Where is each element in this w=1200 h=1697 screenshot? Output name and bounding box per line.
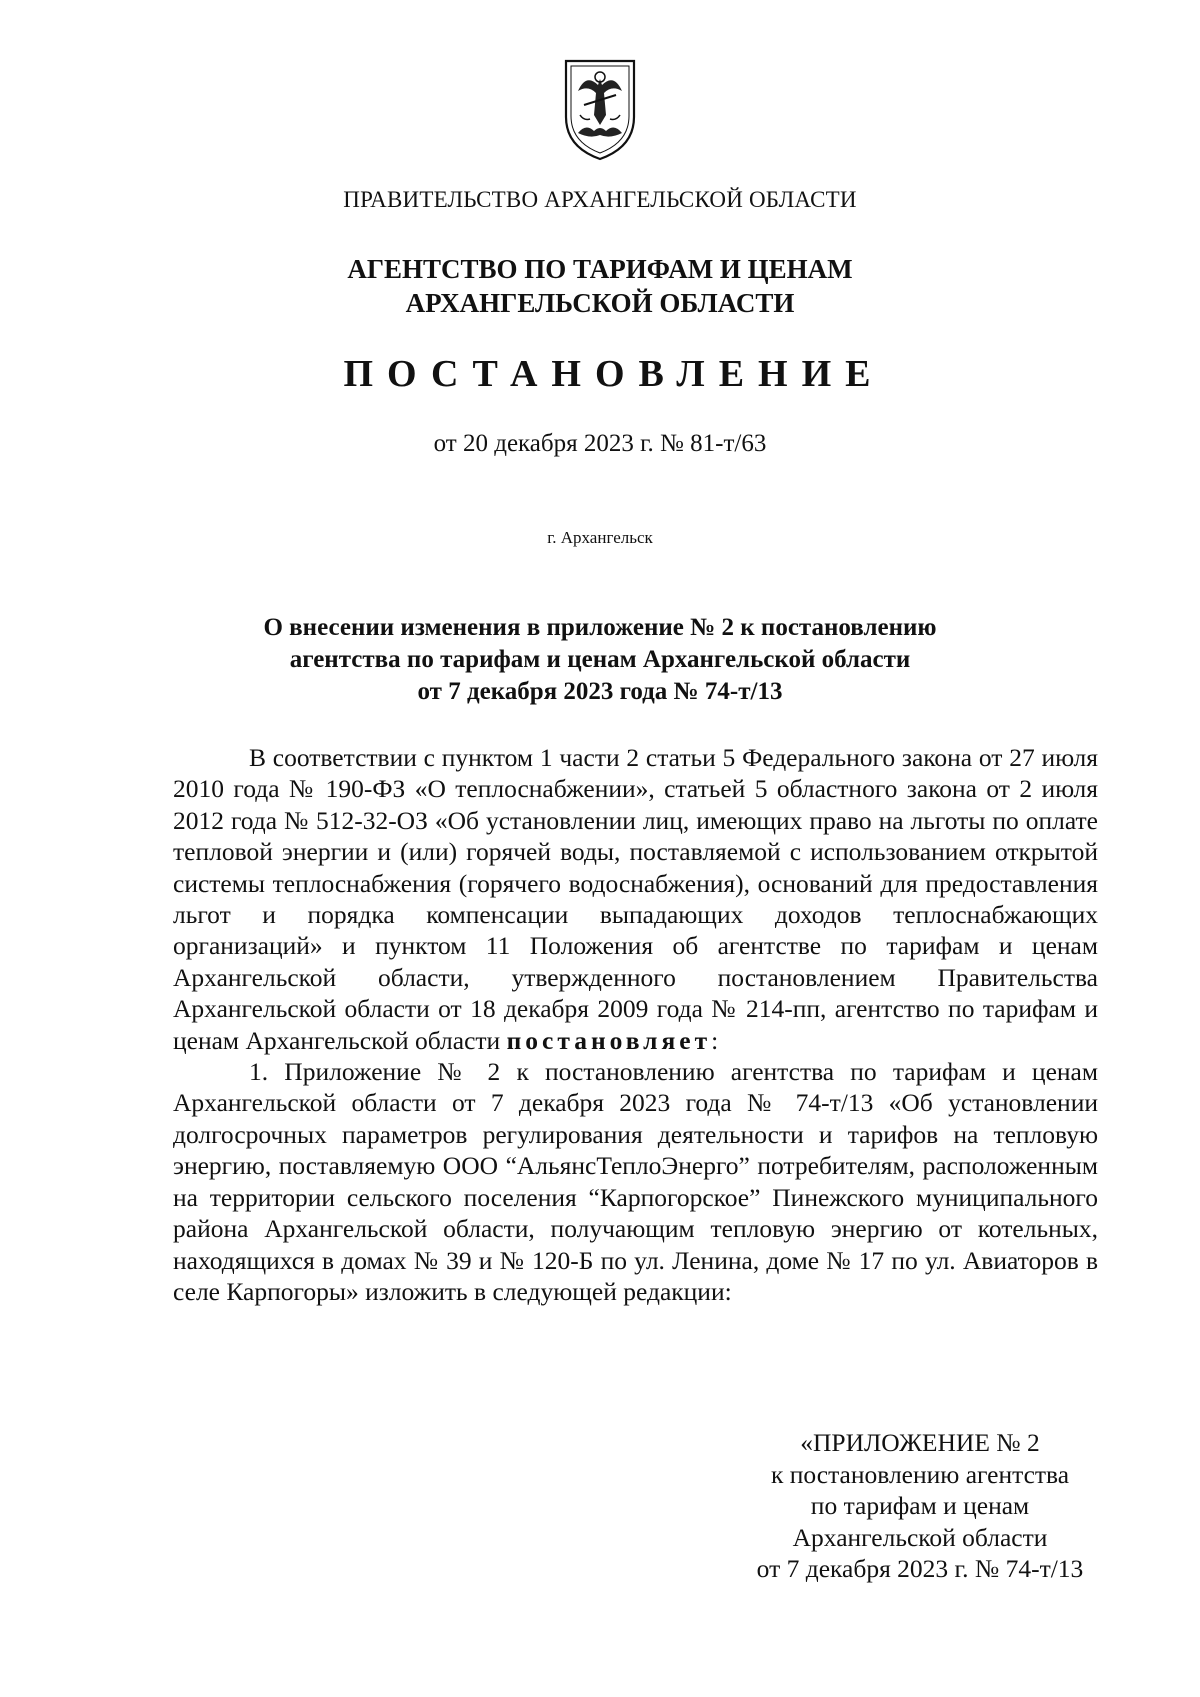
document-type: ПОСТАНОВЛЕНИЕ (343, 353, 885, 395)
appendix-line5: от 7 декабря 2023 г. № 74-т/13 (756, 1554, 1084, 1584)
government-name: ПРАВИТЕЛЬСТВО АРХАНГЕЛЬСКОЙ ОБЛАСТИ (343, 187, 857, 212)
appendix-line3: по тарифам и ценам (810, 1491, 1030, 1521)
preamble-paragraph (173, 742, 1098, 1056)
document-body (173, 742, 1098, 1307)
clause-1-paragraph: 1. Приложение № 2 к постановлению агентства по тарифам и ценам Архангельской области от 7 декабря 2023 года № 74-т/13 «Об установлении долгосрочных параметров регулирования деятельности и тарифов на тепловую энергию, поставляемую ООО “АльянсТеплоЭнерго” потребителям, расположенным на территории сельского поселения “Карпогорское” Пинежского муниципального района Архангельской области, получающим тепловую энергию от котельных, находящихся в домах № 39 и № 120-Б по ул. Ленина, доме № 17 по ул. Авиаторов в селе Карпогоры» изложить в следующей редакции: (173, 1057, 1098, 1306)
agency-name-line2: АРХАНГЕЛЬСКОЙ ОБЛАСТИ (405, 288, 795, 318)
preamble-text: В соответствии с пунктом 1 части 2 статьи 5 Федерального закона от 27 июля 2010 года № 190-ФЗ «О теплоснабжении», статьей 5 областного закона от 2 июля 2012 года № 512-32-ОЗ «Об установлении лиц, имеющих право на льготы по оплате тепловой энергии и (или) горячей воды, поставляемой с использованием открытой системы теплоснабжения (горячего водоснабжения), оснований для предоставления льгот и порядка компенсации выпадающих доходов теплоснабжающих организаций» и пунктом 11 Положения об агентстве по тарифам и ценам Архангельской области, утвержденного постановлением Правительства Архангельской области от 18 декабря 2009 года № 214-пп, агентство по тарифам и ценам Архангельской области (173, 743, 1098, 1055)
document-title-line2: агентства по тарифам и ценам Архангельской области (289, 646, 911, 673)
appendix-line1: «ПРИЛОЖЕНИЕ № 2 (800, 1428, 1040, 1457)
coat-of-arms-emblem (560, 55, 640, 165)
appendix-line4: Архангельской области (792, 1522, 1048, 1552)
document-title (0, 612, 1200, 708)
decree-colon: : (711, 1025, 719, 1055)
document-date-number: от 20 декабря 2023 г. № 81-т/63 (433, 430, 767, 457)
agency-name (0, 252, 1200, 320)
appendix-line2: к постановлению агентства (770, 1459, 1070, 1489)
document-city: г. Архангельск (547, 528, 653, 547)
appendix-header (740, 1427, 1100, 1585)
decree-word: постановляет (506, 1025, 712, 1055)
document-title-line3: от 7 декабря 2023 года № 74-т/13 (417, 678, 783, 705)
document-title-line1: О внесении изменения в приложение № 2 к постановлению (263, 614, 937, 641)
agency-name-line1: АГЕНТСТВО ПО ТАРИФАМ И ЦЕНАМ (347, 254, 853, 284)
